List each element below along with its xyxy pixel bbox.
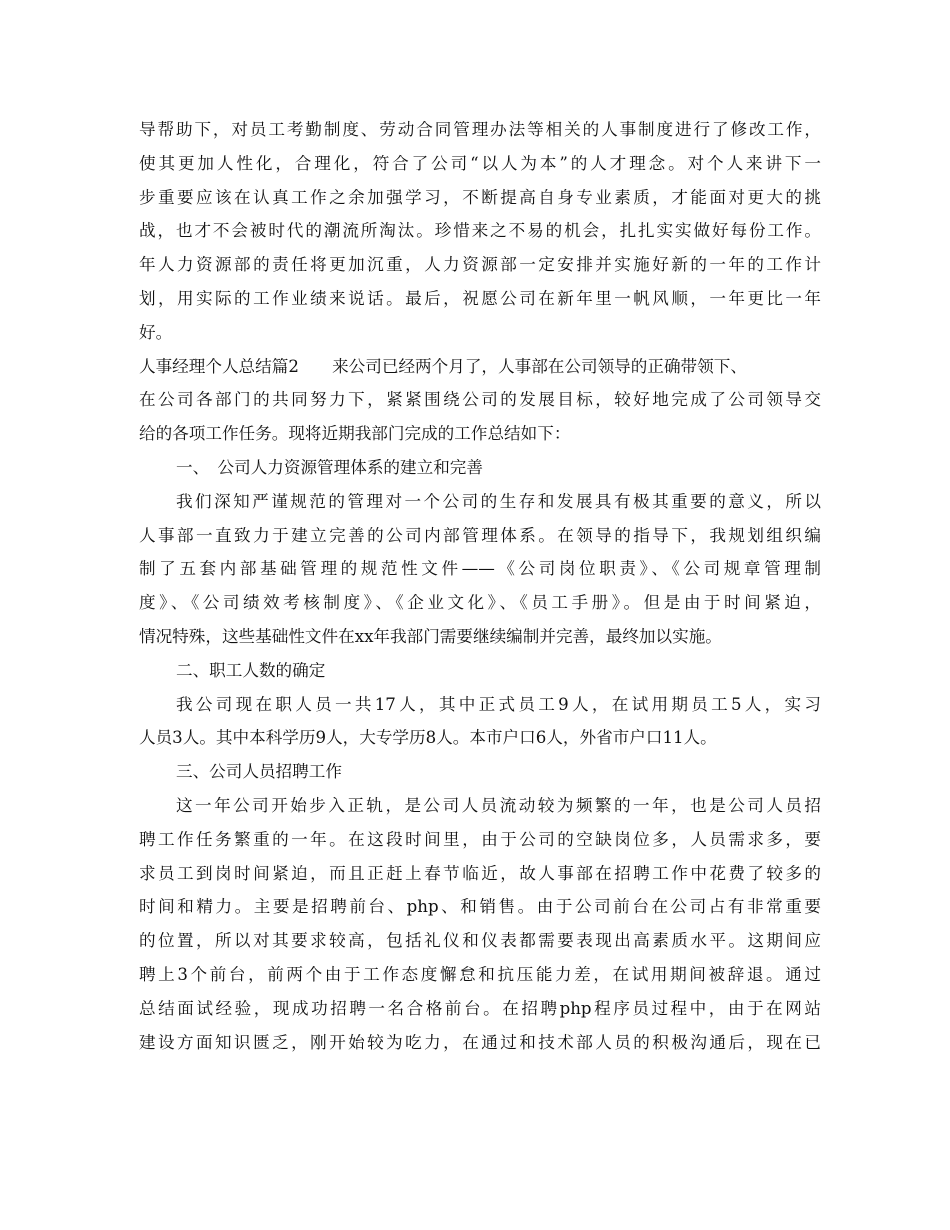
text-line: 我公司现在职人员一共17人，其中正式员工9人，在试用期员工5人，实习 [176, 694, 821, 714]
document-body [139, 113, 821, 1059]
text-line: 这一年公司开始步入正轨，是公司人员流动较为频繁的一年，也是公司人员招 [176, 795, 821, 815]
text-line: 给的各项工作任务。现将近期我部门完成的工作总结如下： [139, 424, 571, 444]
text-line: 人事部一直致力于建立完善的公司内部管理体系。在领导的指导下，我规划组织编 [139, 525, 821, 545]
text-line: 年人力资源部的责任将更加沉重，人力资源部一定安排并实施好新的一年的工作计 [139, 255, 821, 275]
text-line: 人员3人。其中本科学历9人，大专学历8人。本市户口6人，外省市户口11人。 [139, 728, 717, 748]
text-line: 划，用实际的工作业绩来说话。最后，祝愿公司在新年里一帆风顺，一年更比一年 [139, 288, 821, 308]
text-line: 我们深知严谨规范的管理对一个公司的生存和发展具有极其重要的意义，所以 [176, 491, 821, 511]
text-line: 时间和精力。主要是招聘前台、php、和销售。由于公司前台在公司占有非常重要 [139, 897, 821, 917]
text-line: 建设方面知识匮乏，刚开始较为吃力，在通过和技术部人员的积极沟通后，现在已 [139, 1032, 821, 1052]
heading-line: 一、 公司人力资源管理体系的建立和完善 [176, 457, 483, 477]
text-line: 聘上3个前台，前两个由于工作态度懈怠和抗压能力差，在试用期间被辞退。通过 [139, 964, 821, 984]
text-line: 求员工到岗时间紧迫，而且正赶上春节临近，故人事部在招聘工作中花费了较多的 [139, 863, 821, 883]
text-line: 总结面试经验，现成功招聘一名合格前台。在招聘php程序员过程中，由于在网站 [139, 998, 821, 1018]
text-line: 好。 [139, 322, 173, 342]
text-line: 聘工作任务繁重的一年。在这段时间里，由于公司的空缺岗位多，人员需求多，要 [139, 829, 821, 849]
section-title-line: 人事经理个人总结篇2 来公司已经两个月了，人事部在公司领导的正确带领下、 [139, 356, 747, 376]
text-line: 步重要应该在认真工作之余加强学习，不断提高自身专业素质，才能面对更大的挑 [139, 187, 821, 207]
text-line: 制了五套内部基础管理的规范性文件——《公司岗位职责》、《公司规章管理制 [139, 559, 821, 579]
text-line: 战，也才不会被时代的潮流所淘汰。珍惜来之不易的机会，扎扎实实做好每份工作。 [139, 221, 821, 241]
text-line: 导帮助下，对员工考勤制度、劳动合同管理办法等相关的人事制度进行了修改工作， [139, 120, 821, 139]
text-line: 使其更加人性化，合理化，符合了公司“以人为本”的人才理念。对个人来讲下一 [139, 153, 821, 173]
heading-line: 三、公司人员招聘工作 [176, 762, 342, 782]
heading-line: 二、职工人数的确定 [176, 660, 326, 680]
text-line: 度》、《公司绩效考核制度》、《企业文化》、《员工手册》。但是由于时间紧迫， [139, 593, 821, 613]
text-line: 在公司各部门的共同努力下，紧紧围绕公司的发展目标，较好地完成了公司领导交 [139, 390, 821, 410]
text-line: 的位置，所以对其要求较高，包括礼仪和仪表都需要表现出高素质水平。这期间应 [139, 931, 821, 951]
text-line: 情况特殊，这些基础性文件在xx年我部门需要继续编制并完善，最终加以实施。 [139, 626, 722, 646]
